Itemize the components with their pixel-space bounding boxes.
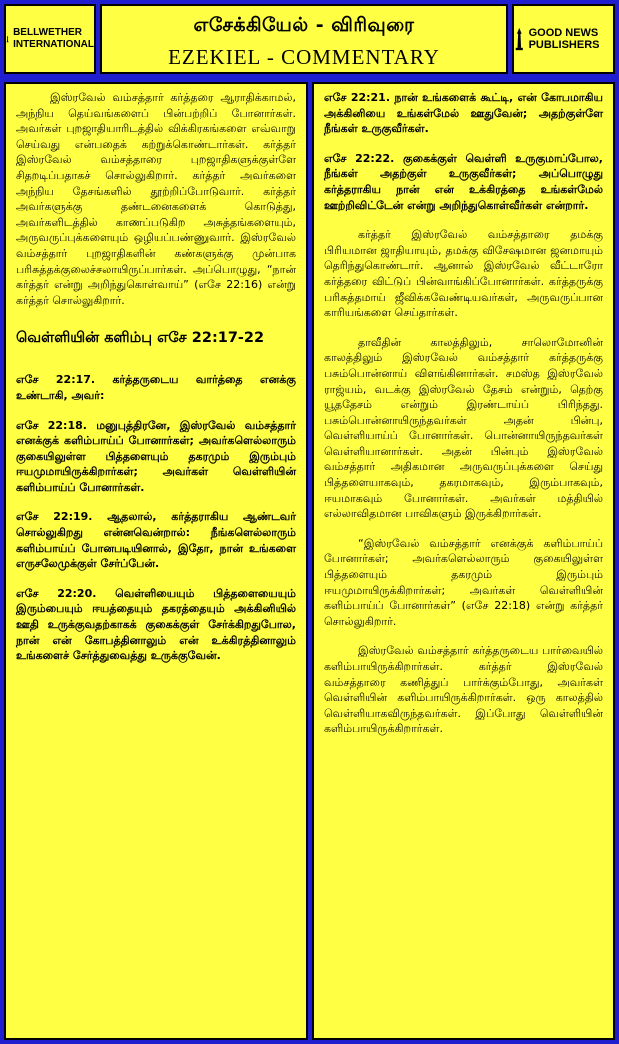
verse-22-20: எசே 22:20. வெள்ளியையும் பித்தளையையும் இரும்பையும் ஈயத்தையும் தகரத்தையும் அக்கினியில் ஊதி உருக்குவதற்காகக் குகைக்குள் சேர்க்கிறதுபோல, நான் என் கோபத்தினாலும் என் உக்கிரத்தினாலும் உங்களைச் சேர்த்துவைத்து உருக்குவேன். xyxy=(16,586,296,663)
commentary-paragraph: இஸ்ரவேல் வம்சத்தார் கர்த்தரை ஆராதிக்காமல், அந்நிய தெய்வங்களைப் பின்பற்றிப் போனார்கள். அவர்கள் புறஜாதியாரிடத்தில் விக்கிரகங்களை எவ்வாறு செய்வது என்பதைக் கற்றுக்கொண்டார்கள். கர்த்தர் இஸ்ரவேல் வம்சத்தாரை புறஜாதிகளுக்குள்ளே சிதறடிப்பதாகச் சொல்லுகிறார். கர்த்தர் அவர்களை அந்நிய தேசங்களில் தூற்றிப்போடுவார். கர்த்தர் அவர்களுக்கு தண்டனைகளைக் கொடுத்து, அவர்களிடத்தில் காணப்படுகிற அசுத்தங்களையும், அருவருப்புக்களையும் ஒழியப்பண்ணுவார். இஸ்ரவேல் வம்சத்தார் புறஜாதிகளின் கண்களுக்கு முன்பாக பரிசுத்தக்குலைச்சலாயிருப்பார்கள். அப்பொழுது, “நான் கர்த்தர் என்று அறிந்துகொள்வாய்” (எசே 22:16) என்று கர்த்தர் சொல்லுகிறார். xyxy=(16,91,296,307)
page-title-english: EZEKIEL - COMMENTARY xyxy=(168,45,440,69)
left-column xyxy=(4,82,308,1040)
good-news-logo-text: GOOD NEWS PUBLISHERS xyxy=(528,27,600,51)
commentary-paragraph: கர்த்தர் இஸ்ரவேல் வம்சத்தாரை தமக்கு பிரியமான ஜாதியாயும், தமக்கு விசேஷமான ஜனமாயும் தெரிந்துகொண்டார். ஆனால் இஸ்ரவேல் வீட்டாரோ கர்த்தரை விட்டுப் பின்வாங்கிப்போனார்கள். கர்த்தருக்கு பரிசுத்தமாய் ஜீவிக்கவேண்டியவர்கள், அருவருப்பான காரியங்களை செய்தார்கள். xyxy=(324,228,603,320)
verse-22-19: எசே 22:19. ஆதலால், கர்த்தராகிய ஆண்டவர் சொல்லுகிறது என்னவென்றால்: நீங்களெல்லாரும் களிம்பாய்ப் போனபடியினால், இதோ, நான் உங்களை எருசலேமுக்குள் சேர்ப்பேன். xyxy=(16,510,296,571)
good-news-logo xyxy=(512,4,615,74)
commentary-paragraph: இஸ்ரவேல் வம்சத்தார் கர்த்தருடைய பார்வையில் களிம்பாயிருக்கிறார்கள். கர்த்தர் இஸ்ரவேல் வம்சத்தாரை கணித்துப் பார்க்கும்போது, அவர்கள் வெள்ளியின் களிம்பாயிருக்கிறார்கள். ஒரு காலத்தில் வெள்ளியாகவிருந்தவர்கள். இப்போது வெள்ளியின் களிம்பாயிருக்கிறார்கள். xyxy=(324,644,603,736)
tower-icon xyxy=(514,20,525,58)
section-heading: வெள்ளியின் களிம்பு எசே 22:17-22 xyxy=(16,330,265,347)
commentary-paragraph: “இஸ்ரவேல் வம்சத்தார் எனக்குக் களிம்பாய்ப் போனார்கள்; அவர்களெல்லாரும் குகையிலுள்ள பித்தளையும் தகரமும் இரும்பும் ஈயமுமாயிருக்கிறார்கள்; அவர்கள் வெள்ளியின் களிம்பாய்ப் போனார்கள்” (எசே 22:18) என்று கர்த்தர் சொல்லுகிறார். xyxy=(324,536,603,628)
verse-22-21: எசே 22:21. நான் உங்களைக் கூட்டி, என் கோபமாகிய அக்கினியை உங்கள்மேல் ஊதுவேன்; அதற்குள்ளே நீங்கள் உருகுவீர்கள். xyxy=(324,91,603,136)
verse-22-17: எசே 22:17. கர்த்தருடைய வார்த்தை எனக்கு உண்டாகி, அவர்: xyxy=(16,373,296,402)
tower-icon xyxy=(6,20,9,58)
commentary-paragraph: தாவீதின் காலத்திலும், சாலொமோனின் காலத்திலும் இஸ்ரவேல் வம்சத்தார் கர்த்தருக்கு பசும்பொன்னாய் விளங்கினார்கள். சமஸ்த இஸ்ரவேல் ராஜ்யம், வடக்கு இஸ்ரவேல் தேசம் என்றும், தெற்கு யூததேசம் என்றும் இரண்டாய்ப் பிரிந்தது. பசும்பொன்னாயிருந்தவர்கள் அதன் பின்பு, வெள்ளியாய்ப் போனார்கள். பொன்னாயிருந்தவர்கள் வெள்ளியானார்கள். அதன் பின்பும் இஸ்ரவேல் வம்சத்தார் அதிகமான அருவருப்புக்களை செய்து பித்தளையாகவும், தகரமாகவும், இரும்பாகவும், ஈயமாகவும் போனார்கள். அவர்கள் மத்தியில் எல்லாவிதமான பாவிகளும் இருக்கிறார்கள். xyxy=(324,335,603,521)
bellwether-logo xyxy=(4,4,96,74)
title-box xyxy=(100,4,508,74)
right-column xyxy=(312,82,615,1040)
verse-22-18: எசே 22:18. மனுபுத்திரனே, இஸ்ரவேல் வம்சத்தார் எனக்குக் களிம்பாய்ப் போனார்கள்; அவர்களெல்லாரும் குகையிலுள்ள பித்தளையும் தகரமும் இரும்பும் ஈயமுமாயிருக்கிறார்கள்; அவர்கள் வெள்ளியின் களிம்பாய்ப் போனார்கள். xyxy=(16,418,296,494)
verse-22-22: எசே 22:22. குகைக்குள் வெள்ளி உருகுமாப்போல, நீங்கள் அதற்குள் உருகுவீர்கள்; அப்பொழுது கர்த்தராகிய நான் என் உக்கிரத்தை உங்கள்மேல் ஊற்றிவிட்டேன் என்று அறிந்துகொள்வீர்கள் என்றார். xyxy=(324,151,603,212)
page-title-tamil: எசேக்கியேல் - விரிவுரை xyxy=(193,14,415,36)
bellwether-logo-text: BELLWETHER INTERNATIONAL xyxy=(13,27,94,50)
page-header xyxy=(0,0,619,78)
